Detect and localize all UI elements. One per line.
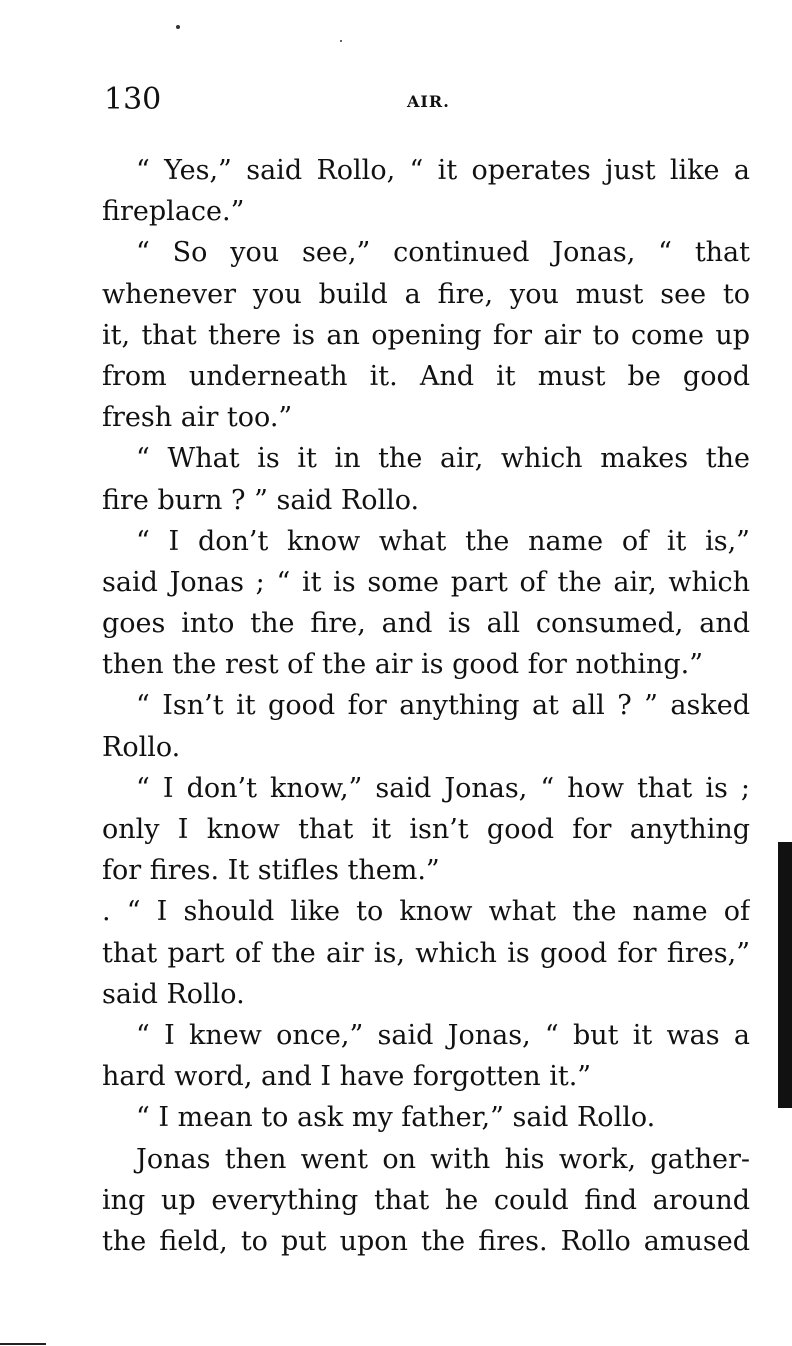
text-line: “ I knew once,” said Jonas, “ but it was a [136,1019,750,1051]
text-line: “ So you see,” continued Jonas, “ that [136,237,750,269]
text-line: Jonas then went on with his work, gather- [136,1143,750,1175]
body-text [102,150,750,1262]
text-line: “ I don’t know,” said Jonas, “ how that is ; [136,772,750,804]
text-line: goes into the fire, and is all consumed, and [102,608,750,640]
text-line: fresh air too.” [102,402,293,434]
page-number: 130 [104,82,162,117]
ink-speck [340,40,342,42]
running-head: AIR. [407,92,450,111]
text-line: whenever you build a fire, you must see to [102,278,750,310]
ink-speck [176,25,180,29]
text-line: . “ I should like to know what the name of [102,896,750,928]
text-line: “ I don’t know what the name of it is,” [136,525,750,557]
text-line: fire burn ? ” said Rollo. [102,484,420,516]
text-line: fireplace.” [102,196,245,228]
text-line: said Jonas ; “ it is some part of the air, which [102,566,750,598]
text-line: that part of the air is, which is good for fires,” [102,937,750,969]
bottom-rule [0,1343,46,1345]
text-line: it, that there is an opening for air to come up [102,319,750,351]
text-line: from underneath it. And it must be good [102,360,750,392]
text-line: then the rest of the air is good for nothing.” [102,649,704,681]
page-edge-shadow [778,842,792,1108]
text-line: “ Isn’t it good for anything at all ? ” asked [136,690,750,722]
text-line: Rollo. [102,731,181,763]
text-line: “ Yes,” said Rollo, “ it operates just like a [136,155,750,186]
text-line: said Rollo. [102,978,245,1010]
text-line: hard word, and I have forgotten it.” [102,1061,592,1093]
text-line: the field, to put upon the fires. Rollo amused [102,1225,750,1257]
text-line: “ I mean to ask my father,” said Rollo. [136,1102,656,1134]
text-line: only I know that it isn’t good for anything [102,814,750,845]
text-line: “ What is it in the air, which makes the [136,443,750,475]
text-line: ing up everything that he could find around [102,1184,750,1216]
text-line: for fires. It stifles them.” [102,855,440,887]
